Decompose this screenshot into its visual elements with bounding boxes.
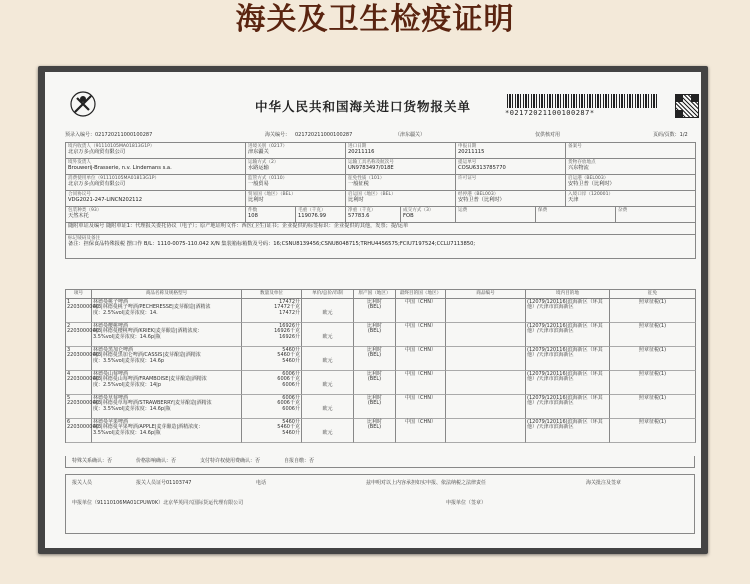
col-qty: 数量及单位 bbox=[242, 290, 302, 299]
field-cell: 提运单号 COSU6313785770 bbox=[456, 159, 566, 175]
item-dest: 中国（CHN） bbox=[396, 323, 446, 347]
col-district: 境内目的地 bbox=[526, 290, 610, 299]
field-cell: 包装种类（93） 天然木托 bbox=[66, 207, 246, 223]
item-no: 3 2203000000 bbox=[66, 347, 92, 371]
item-origin: 比利时 (BEL) bbox=[354, 323, 396, 347]
item-tax: 照章征税(1) bbox=[610, 371, 696, 395]
item-tax: 照章征税(1) bbox=[610, 419, 696, 443]
item-origin: 比利时 (BEL) bbox=[354, 371, 396, 395]
signature-block bbox=[65, 474, 695, 534]
field-row bbox=[66, 191, 696, 207]
remark-cell bbox=[66, 235, 696, 259]
item-dest: 中国（CHN） bbox=[396, 419, 446, 443]
declaring-unit: 申报单位（91110106MA01CPUW0K）北京华英同兴国际货运代理有限公司 bbox=[72, 500, 244, 506]
item-origin: 比利时 (BEL) bbox=[354, 299, 396, 323]
field-cell: 启运国（地区）（BEL） 比利时 bbox=[346, 191, 456, 207]
customs-no-label: 海关编号： bbox=[265, 132, 291, 138]
goods-body bbox=[66, 299, 696, 443]
special-relation: 特殊关系确认：否 bbox=[72, 457, 113, 464]
item-price: 欧元 bbox=[302, 347, 354, 371]
goods-table bbox=[65, 289, 696, 443]
customs-declaration bbox=[45, 72, 701, 548]
col-origin: 原产国（地区） bbox=[354, 290, 396, 299]
field-cell: 货物存放地点 兴东物流 bbox=[566, 159, 696, 175]
item-name: 林德曼山莓啤酒 4|3|林德曼山莓啤酒/FRAMBOISE|麦芽酿造|酒精浓 度：2.5%vol|麦芽浓度：14|p bbox=[92, 371, 242, 395]
item-no: 5 2203000000 bbox=[66, 395, 92, 419]
item-origin: 比利时 (BEL) bbox=[354, 347, 396, 371]
field-row bbox=[66, 159, 696, 175]
item-code bbox=[446, 371, 526, 395]
table-row bbox=[66, 395, 696, 419]
document-frame bbox=[38, 66, 708, 554]
customs-no-value: 021720211000100287 bbox=[295, 132, 353, 138]
item-price: 欧元 bbox=[302, 299, 354, 323]
page-title: 海关及卫生检疫证明 bbox=[235, 2, 515, 37]
declarant-cert: 报关人员证号01103747 bbox=[136, 480, 192, 486]
item-no: 1 2203000000 bbox=[66, 299, 92, 323]
field-cell: 净重（千克） 57783.6 bbox=[346, 207, 401, 223]
table-row bbox=[66, 419, 696, 443]
field-cell: 贸易国（地区）（BEL） 比利时 bbox=[246, 191, 346, 207]
docs-line: 随附单证及编号 随附单证1：代理报关委托协议（电子）；原产地证明文件：西医(卫生)证书；企业提供的标签标识：企业提供的其他，发票；提/运单 bbox=[66, 223, 696, 235]
item-origin: 比利时 (BEL) bbox=[354, 395, 396, 419]
item-price: 欧元 bbox=[302, 371, 354, 395]
field-cell: 消费使用单位（91110105MA01813G1P） 北京万多点商贸有限公司 bbox=[66, 175, 246, 191]
header-fields bbox=[65, 142, 696, 259]
col-dest: 最终目的国（地区） bbox=[396, 290, 446, 299]
field-cell: 备案号 bbox=[566, 143, 696, 159]
item-name: 林德曼黑加仑啤酒 4|3|林德曼黑加仑啤酒/CASSIS|麦芽酿造|酒精浓 度：3.5%vol|麦芽浓度：14.6p bbox=[92, 347, 242, 371]
item-no: 4 2203000000 bbox=[66, 371, 92, 395]
barcode-text: *02172021100100287* bbox=[505, 109, 595, 117]
table-row bbox=[66, 323, 696, 347]
review-note: 仅供核对用 bbox=[535, 132, 561, 138]
item-district: (12079/120116)滨海新区（环其他）/天津市滨海新区 bbox=[526, 371, 610, 395]
item-dest: 中国（CHN） bbox=[396, 371, 446, 395]
item-qty: 6006升 6006千克 6006升 bbox=[242, 371, 302, 395]
field-cell: 件数 108 bbox=[246, 207, 296, 223]
field-cell: 监管方式（0110） 一般贸易 bbox=[246, 175, 346, 191]
field-cell: 启运港（BEL003） 安特卫普（比利时） bbox=[566, 175, 696, 191]
item-name: 林德曼草莓啤酒 4|3|林德曼草莓啤酒/STRAWBERRY|麦芽酿造|酒精浓 度：3.5%vol|麦芽浓度：14.6p|瓶 bbox=[92, 395, 242, 419]
item-district: (12079/120116)滨海新区（环其他）/天津市滨海新区 bbox=[526, 323, 610, 347]
price-impact: 价格影响确认：否 bbox=[136, 457, 177, 464]
preentry-value: 021720211000100287 bbox=[95, 132, 153, 138]
col-name: 商品名称及规格型号 bbox=[92, 290, 242, 299]
item-code bbox=[446, 323, 526, 347]
item-district: (12079/120116)滨海新区（环其他）/天津市滨海新区 bbox=[526, 395, 610, 419]
field-cell: 杂费 bbox=[616, 207, 696, 223]
field-cell: 合同协议号 VDG2021-247-LINCN202112 bbox=[66, 191, 246, 207]
item-district: (12079/120116)滨海新区（环其他）/天津市滨海新区 bbox=[526, 347, 610, 371]
item-code bbox=[446, 419, 526, 443]
field-cell: 运费 bbox=[456, 207, 536, 223]
table-row bbox=[66, 371, 696, 395]
item-price: 欧元 bbox=[302, 419, 354, 443]
statement: 兹申明对以上内容承担如实申报、依法纳税之法律责任 bbox=[366, 480, 487, 486]
item-qty: 16926升 16926千克 16926升 bbox=[242, 323, 302, 347]
unit-seal: 申报单位（签章） bbox=[446, 500, 487, 506]
confirm-row bbox=[65, 456, 695, 468]
item-no: 2 2203000000 bbox=[66, 323, 92, 347]
self-report: 自报自缴：否 bbox=[284, 457, 315, 464]
field-cell: 进口日期 20211116 bbox=[346, 143, 456, 159]
table-row bbox=[66, 299, 696, 323]
field-cell: 境外发货人 Brouwerij-Brasserie, n.v. Lindemans s.a. bbox=[66, 159, 246, 175]
declaration-title: 中华人民共和国海关进口货物报关单 bbox=[255, 99, 472, 114]
qr-code-icon bbox=[675, 94, 699, 118]
item-tax: 照章征税(1) bbox=[610, 395, 696, 419]
col-price: 单价/总价/币制 bbox=[302, 290, 354, 299]
field-cell: 进境关别（0217） 津东疆关 bbox=[246, 143, 346, 159]
field-cell: 运输方式（2） 水路运输 bbox=[246, 159, 346, 175]
item-tax: 照章征税(1) bbox=[610, 299, 696, 323]
declarant-label: 报关人员 bbox=[72, 480, 93, 486]
field-row bbox=[66, 175, 696, 191]
customs-emblem-icon bbox=[69, 90, 97, 118]
field-cell: 许可证号 bbox=[456, 175, 566, 191]
item-dest: 中国（CHN） bbox=[396, 347, 446, 371]
item-no: 6 2203000000 bbox=[66, 419, 92, 443]
field-row bbox=[66, 207, 696, 223]
item-qty: 6006升 6006千克 6006升 bbox=[242, 395, 302, 419]
item-price: 欧元 bbox=[302, 323, 354, 347]
item-name: 林德曼樱桃啤酒 4|3|林德曼樱桃啤酒/KRIEK|麦芽酿造|酒精浓度： 3.5%vol|麦芽浓度：14.6p|瓶 bbox=[92, 323, 242, 347]
meta-row bbox=[65, 133, 695, 141]
item-qty: 5460升 5460千克 5460升 bbox=[242, 419, 302, 443]
docs-row bbox=[66, 223, 696, 235]
field-cell: 保费 bbox=[536, 207, 616, 223]
item-price: 欧元 bbox=[302, 395, 354, 419]
table-row bbox=[66, 347, 696, 371]
item-qty: 17472升 17472千克 17472升 bbox=[242, 299, 302, 323]
field-cell: 成交方式（3） FOB bbox=[401, 207, 456, 223]
royalty: 支付特许权使用费确认：否 bbox=[200, 457, 261, 464]
remark-label: 标记唛码及备注 bbox=[68, 235, 101, 241]
remark-row bbox=[66, 235, 696, 259]
item-dest: 中国（CHN） bbox=[396, 299, 446, 323]
tel-label: 电话 bbox=[256, 480, 267, 486]
item-code bbox=[446, 299, 526, 323]
field-cell: 申报日期 20211115 bbox=[456, 143, 566, 159]
field-row bbox=[66, 143, 696, 159]
item-name: 林德曼苹果啤酒 4|3|林德曼苹果啤酒/APPLE|麦芽酿造|酒精浓度： 3.5%vol|麦芽浓度：14.6p|瓶 bbox=[92, 419, 242, 443]
page-count: 页码/页数：1/2 bbox=[653, 132, 688, 138]
port-value: （津东疆关） bbox=[395, 132, 426, 138]
item-tax: 照章征税(1) bbox=[610, 347, 696, 371]
item-origin: 比利时 (BEL) bbox=[354, 419, 396, 443]
item-code bbox=[446, 347, 526, 371]
remark-line: 备注：担保食品特殊报税 摆口作 B/L：1110-0075-110.042 X/N 集装箱标箱数及号码：16;CSNU8139456;CSNU8048715;TRHU4456575;FCIU7197524;CCLU7113850; bbox=[68, 240, 476, 247]
item-dest: 中国（CHN） bbox=[396, 395, 446, 419]
item-tax: 照章征税(1) bbox=[610, 323, 696, 347]
field-cell: 运输工具名称及航次号 UN9783497/018E bbox=[346, 159, 456, 175]
field-cell: 经停港（BEL003） 安特卫普（比利时） bbox=[456, 191, 566, 207]
field-cell: 征免性质（101） 一般征税 bbox=[346, 175, 456, 191]
customs-note: 海关批注及签章 bbox=[586, 480, 622, 486]
preentry-label: 预录入编号： bbox=[65, 132, 96, 138]
barcode-icon bbox=[507, 94, 657, 108]
col-tax: 征免 bbox=[610, 290, 696, 299]
col-code: 商品编号 bbox=[446, 290, 526, 299]
item-name: 林德曼桃子啤酒 4|3|林德曼桃子啤酒/PECHERESSE|麦芽酿造|酒精浓 度：2.5%vol|麦芽浓度：14. bbox=[92, 299, 242, 323]
item-district: (12079/120116)滨海新区（环其他）/天津市滨海新区 bbox=[526, 419, 610, 443]
field-cell: 入境口岸（120001） 天津 bbox=[566, 191, 696, 207]
item-district: (12079/120116)滨海新区（环其他）/天津市滨海新区 bbox=[526, 299, 610, 323]
field-cell: 境内收货人（91110105MA01813G1P） 北京万多点商贸有限公司 bbox=[66, 143, 246, 159]
field-cell: 毛重（千克） 119076.99 bbox=[296, 207, 346, 223]
col-no: 项号 bbox=[66, 290, 92, 299]
item-code bbox=[446, 395, 526, 419]
item-qty: 5460升 5460千克 5460升 bbox=[242, 347, 302, 371]
